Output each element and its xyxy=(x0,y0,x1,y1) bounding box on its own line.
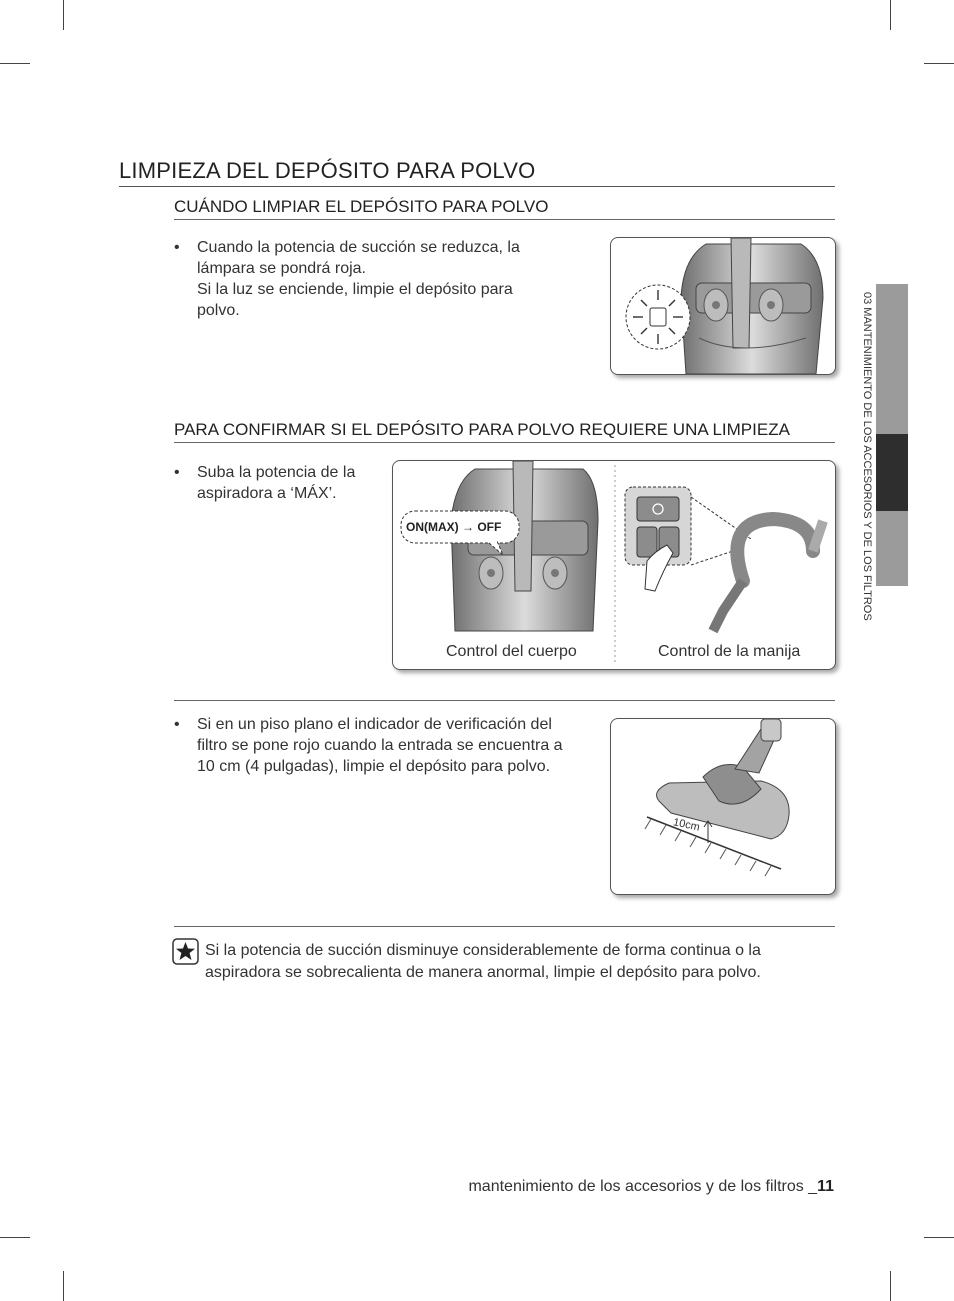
bullet-line: Si en un piso plano el indicador de verificación del xyxy=(197,716,552,733)
caption-body-control: Control del cuerpo xyxy=(446,643,577,660)
vacuum-body-image xyxy=(611,238,835,374)
section-divider xyxy=(174,700,835,701)
bullet-dot: • xyxy=(174,716,180,733)
bullet-line: Suba la potencia de la xyxy=(197,464,356,481)
bullet-line: lámpara se pondrá roja. xyxy=(197,260,366,277)
page-title: LIMPIEZA DEL DEPÓSITO PARA POLVO xyxy=(119,158,835,187)
section-heading-when: CUÁNDO LIMPIAR EL DEPÓSITO PARA POLVO xyxy=(174,197,835,220)
page-footer xyxy=(468,1178,834,1196)
bullet-line: aspiradora a ‘MÁX’. xyxy=(197,485,337,502)
distance-label: 10cm xyxy=(672,816,701,834)
bullet-line: Si la luz se enciende, limpie el depósito para xyxy=(197,281,513,298)
chapter-side-tab xyxy=(850,284,908,621)
footer-text: mantenimiento de los accesorios y de los filtros _ xyxy=(468,1178,818,1195)
crop-mark xyxy=(63,0,64,30)
controls-image xyxy=(393,461,835,669)
bullet-dot: • xyxy=(174,464,180,481)
bullet-line: filtro se pone rojo cuando la entrada se encuentra a xyxy=(197,737,563,754)
floor-brush-illustration xyxy=(610,718,836,895)
note-line: Si la potencia de succión disminuye considerablemente de forma continua o la xyxy=(205,942,761,959)
crop-mark xyxy=(924,63,954,64)
bullet-line: Cuando la potencia de succión se reduzca, la xyxy=(197,239,520,256)
bullet-line: 10 cm (4 pulgadas), limpie el depósito para polvo. xyxy=(197,758,551,775)
star-note-icon xyxy=(172,938,199,965)
crop-mark xyxy=(890,0,891,30)
crop-mark xyxy=(0,1237,30,1238)
controls-illustration xyxy=(392,460,836,670)
side-tab-active-marker xyxy=(876,434,908,511)
caption-handle-control: Control de la manija xyxy=(658,643,801,660)
note-line: aspiradora se sobrecalienta de manera anormal, limpie el depósito para polvo. xyxy=(205,964,761,981)
bullet-dot: • xyxy=(174,239,180,256)
side-tab-label: 03 MANTENIMIENTO DE LOS ACCESORIOS Y DE LOS FILTROS xyxy=(861,292,873,621)
section-divider xyxy=(174,926,835,927)
crop-mark xyxy=(924,1237,954,1238)
bullet-line: polvo. xyxy=(197,302,240,319)
crop-mark xyxy=(63,1271,64,1301)
page-number: 11 xyxy=(817,1178,834,1195)
crop-mark xyxy=(890,1271,891,1301)
crop-mark xyxy=(0,63,30,64)
note-text xyxy=(205,940,825,984)
section-heading-confirm: PARA CONFIRMAR SI EL DEPÓSITO PARA POLVO REQUIERE UNA LIMPIEZA xyxy=(174,420,835,443)
power-mode-callout: ON(MAX) → OFF xyxy=(406,520,502,534)
vacuum-lamp-illustration xyxy=(610,237,836,375)
floor-brush-image xyxy=(611,719,835,894)
